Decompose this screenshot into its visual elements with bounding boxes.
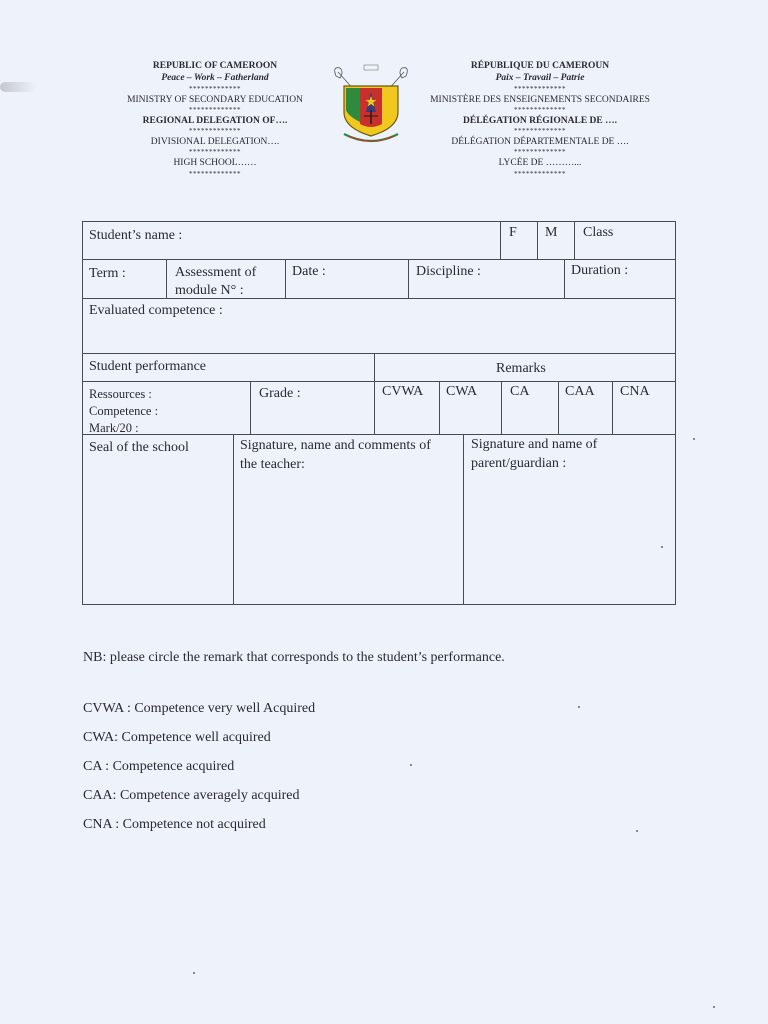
parent-signature-box[interactable]: parent/guardian : <box>471 456 567 471</box>
nb-note: NB: please circle the remark that corresponds to the student’s performance. <box>83 650 505 665</box>
stars-divider: ************* <box>189 169 241 178</box>
lycee-fr: LYCÉE DE ………... <box>498 158 582 169</box>
scan-speck <box>193 972 195 974</box>
remark-cna-option[interactable]: CNA <box>620 384 650 399</box>
teacher-signature-label: Signature, name and comments of <box>240 438 431 453</box>
motto-fr: Paix – Travail – Patrie <box>495 73 585 84</box>
student-name-field[interactable]: Student’s name : <box>89 228 183 243</box>
scan-smudge <box>0 82 36 92</box>
module-number-field[interactable]: module N° : <box>175 283 244 298</box>
stars-divider: ************* <box>189 148 241 157</box>
student-performance-label: Student performance <box>89 359 207 374</box>
remark-cwa-option[interactable]: CWA <box>446 384 478 399</box>
legend-item-cwa: CWA: Competence well acquired <box>83 730 271 745</box>
republic-title-fr: RÉPUBLIQUE DU CAMEROUN <box>470 61 610 71</box>
remark-ca-option[interactable]: CA <box>510 384 530 399</box>
gender-male-option[interactable]: M <box>545 225 558 240</box>
header-english <box>85 60 345 179</box>
mark-field[interactable]: Mark/20 : <box>89 421 139 435</box>
scan-speck <box>661 546 663 548</box>
class-field[interactable]: Class <box>583 225 614 240</box>
term-field[interactable]: Term : <box>89 266 126 281</box>
header-french <box>410 60 670 179</box>
gender-female-option[interactable]: F <box>509 225 517 240</box>
teacher-signature-box[interactable]: the teacher: <box>240 457 305 472</box>
competence-field[interactable]: Competence : <box>89 404 159 418</box>
cameroon-coat-of-arms-icon <box>330 62 412 148</box>
legend-item-cna: CNA : Competence not acquired <box>83 817 266 832</box>
scan-speck <box>713 1006 715 1008</box>
remark-legend <box>83 694 315 839</box>
discipline-field[interactable]: Discipline : <box>416 264 481 279</box>
ministry-en: MINISTRY OF SECONDARY EDUCATION <box>127 94 303 105</box>
remark-caa-option[interactable]: CAA <box>565 384 595 399</box>
divisional-delegation-fr: DÉLÉGATION DÉPARTEMENTALE DE …. <box>451 137 629 148</box>
date-field[interactable]: Date : <box>292 264 326 279</box>
legend-item-caa: CAA: Competence averagely acquired <box>83 788 300 803</box>
legend-item-ca: CA : Competence acquired <box>83 759 235 774</box>
scan-speck <box>410 764 412 766</box>
scan-speck <box>636 830 638 832</box>
assessment-label: Assessment of <box>175 265 257 280</box>
divisional-delegation-en: DIVISIONAL DELEGATION…. <box>150 137 280 148</box>
stars-divider: ************* <box>514 84 566 93</box>
evaluated-competence-field[interactable]: Evaluated competence : <box>89 303 223 318</box>
motto-en: Peace – Work – Fatherland <box>161 73 269 84</box>
ressources-field[interactable]: Ressources : <box>89 387 152 401</box>
duration-field[interactable]: Duration : <box>571 263 629 278</box>
stars-divider: ************* <box>514 127 566 136</box>
stars-divider: ************* <box>514 105 566 114</box>
remarks-label: Remarks <box>496 361 546 376</box>
remark-cvwa-option[interactable]: CVWA <box>382 384 424 399</box>
ministry-fr: MINISTÈRE DES ENSEIGNEMENTS SECONDAIRES <box>430 94 650 105</box>
grade-field[interactable]: Grade : <box>259 386 301 401</box>
regional-delegation-fr: DÉLÉGATION RÉGIONALE DE …. <box>463 115 617 126</box>
regional-delegation-en: REGIONAL DELEGATION OF…. <box>142 115 288 126</box>
stars-divider: ************* <box>189 105 241 114</box>
scan-speck <box>693 438 695 440</box>
high-school-en: HIGH SCHOOL…… <box>173 158 257 169</box>
stars-divider: ************* <box>189 84 241 93</box>
stars-divider: ************* <box>514 148 566 157</box>
assessment-table <box>82 221 676 605</box>
republic-title-en: REPUBLIC OF CAMEROON <box>152 61 278 71</box>
legend-item-cvwa: CVWA : Competence very well Acquired <box>83 701 316 716</box>
parent-signature-label: Signature and name of <box>471 437 598 452</box>
seal-of-school-box[interactable]: Seal of the school <box>89 440 189 455</box>
stars-divider: ************* <box>514 169 566 178</box>
scan-speck <box>578 706 580 708</box>
stars-divider: ************* <box>189 127 241 136</box>
